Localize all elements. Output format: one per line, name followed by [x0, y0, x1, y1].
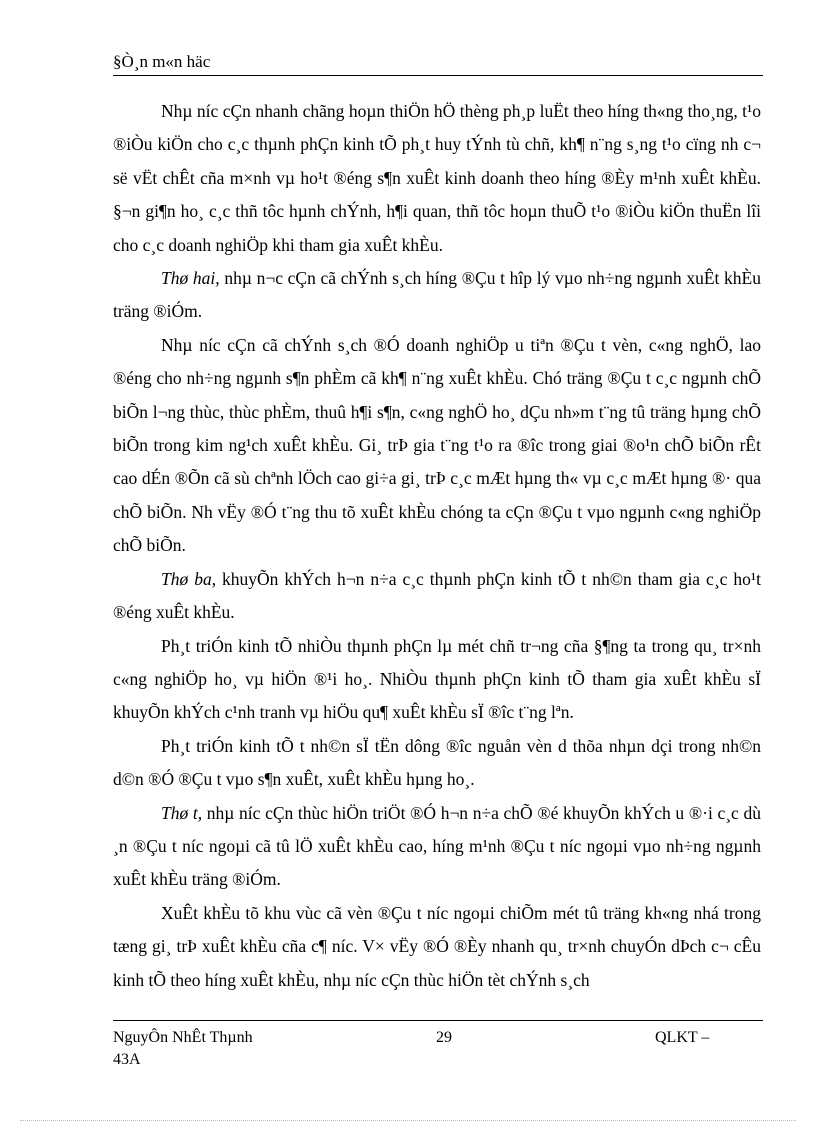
paragraph-lead: Thø hai, — [161, 268, 220, 289]
header-rule — [113, 75, 763, 76]
paragraph-lead: Thø ba, — [161, 568, 217, 589]
footer-program: QLKT – — [655, 1029, 710, 1046]
footer-author: NguyÔn NhÊt Thµnh — [113, 1029, 253, 1046]
paragraph-text: nhµ n¬c cÇn cã chÝnh s¸ch híng ®Çu t hîp lý vµo nh÷ng ngµnh xuÊt khÈu träng ®iÓm. — [113, 268, 761, 322]
footer-rule — [113, 1020, 763, 1021]
body-text — [113, 95, 761, 997]
paragraph-text: Nhµ níc cÇn cã chÝnh s¸ch ®Ó doanh nghiÖp u tiªn ®Çu t vèn, c«ng nghÖ, lao ®éng cho nh÷ng ngµnh s¶n phÈm cã kh¶ n¨ng xuÊt khÈu. Chó träng ®Çu t c¸c ngµnh chÕ biÕn l¬ng thùc, thùc phÈm, thuû h¶i s¶n, c«ng nghÖ ho¸ dÇu nh»m t¨ng tû träng hµng chÕ biÕn trong kim ng¹ch xuÊt khÈu. Gi¸ trÞ gia t¨ng t¹o ra ®îc trong giai ®o¹n chÕ biÕn rÊt cao dÉn ®Õn cã sù chªnh lÖch cao gi÷a gi¸ trÞ c¸c mÆt hµng th« vµ c¸c mÆt hµng ®· qua chÕ biÕn. Nh vËy ®Ó t¨ng thu tõ xuÊt khÈu chóng ta cÇn ®Çu t vµo ngµnh c«ng nghiÖp chÕ biÕn. — [113, 334, 761, 556]
paragraph-3 — [113, 329, 761, 563]
page-number: 29 — [436, 1029, 452, 1046]
paragraph-text: Ph¸t triÓn kinh tÕ t nh©n sÏ tËn dông ®îc nguån vèn d thõa nhµn dçi trong nh©n d©n ®Ó ®Çu t vµo s¶n xuÊt, xuÊt khÈu hµng ho¸. — [113, 735, 761, 790]
paragraph-text: Nhµ níc cÇn nhanh chãng hoµn thiÖn hÖ thèng ph¸p luËt theo híng th«ng tho¸ng, t¹o ®iÒu kiÖn cho c¸c thµnh phÇn kinh tÕ ph¸t huy tÝnh tù chñ, kh¶ n¨ng s¸ng t¹o cïng nh c¬ së vËt chÊt cña m×nh vµ ho¹t ®éng s¶n xuÊt kinh doanh theo híng ®Èy m¹nh xuÊt khÈu. §¬n gi¶n ho¸ c¸c thñ tôc hµnh chÝnh, h¶i quan, thñ tôc hoµn thuÕ t¹o ®iÒu kiÖn thuËn lîi cho c¸c doanh nghiÖp khi tham gia xuÊt khÈu. — [113, 101, 761, 255]
paragraph-2 — [113, 262, 761, 329]
paragraph-5 — [113, 630, 761, 730]
paragraph-1 — [113, 95, 761, 262]
paragraph-4 — [113, 563, 761, 630]
page-bottom-border — [20, 1120, 796, 1121]
paragraph-text: Ph¸t triÓn kinh tÕ nhiÒu thµnh phÇn lµ mét chñ tr¬ng cña §¶ng ta trong qu¸ tr×nh c«ng nghiÖp ho¸ vµ hiÖn ®¹i ho¸. NhiÒu thµnh phÇn kinh tÕ tham gia xuÊt khÈu sÏ khuyÕn khÝch c¹nh tranh vµ hiÖu qu¶ xuÊt khÈu sÏ ®îc t¨ng lªn. — [113, 635, 761, 723]
paragraph-6 — [113, 730, 761, 797]
footer-class: 43A — [113, 1051, 141, 1068]
paragraph-lead: Thø t, — [161, 802, 203, 823]
paragraph-8 — [113, 897, 761, 997]
paragraph-text: XuÊt khÈu tõ khu vùc cã vèn ®Çu t níc ngoµi chiÕm mét tû träng kh«ng nhá trong tæng gi¸ trÞ xuÊt khÈu cña c¶ níc. V× vËy ®Ó ®Èy nhanh qu¸ tr×nh chuyÓn dÞch c¬ cÊu kinh tÕ theo híng xuÊt khÈu, nhµ níc cÇn thùc hiÖn tèt chÝnh s¸ch — [113, 902, 761, 990]
paragraph-text: khuyÕn khÝch h¬n n÷a c¸c thµnh phÇn kinh tÕ t nh©n tham gia c¸c ho¹t ®éng xuÊt khÈu. — [113, 568, 761, 623]
running-header: §Ò¸n m«n häc — [113, 52, 211, 71]
paragraph-text: nhµ níc cÇn thùc hiÖn triÖt ®Ó h¬n n÷a chÕ ®é khuyÕn khÝch u ®·i c¸c dù ¸n ®Çu t níc ngoµi cã tû lÖ xuÊt khÈu cao, híng m¹nh ®Çu t níc ngoµi vµo nh÷ng ngµnh xuÊt khÈu träng ®iÓm. — [113, 802, 761, 890]
paragraph-7 — [113, 797, 761, 897]
footer-author-block — [113, 1027, 293, 1071]
